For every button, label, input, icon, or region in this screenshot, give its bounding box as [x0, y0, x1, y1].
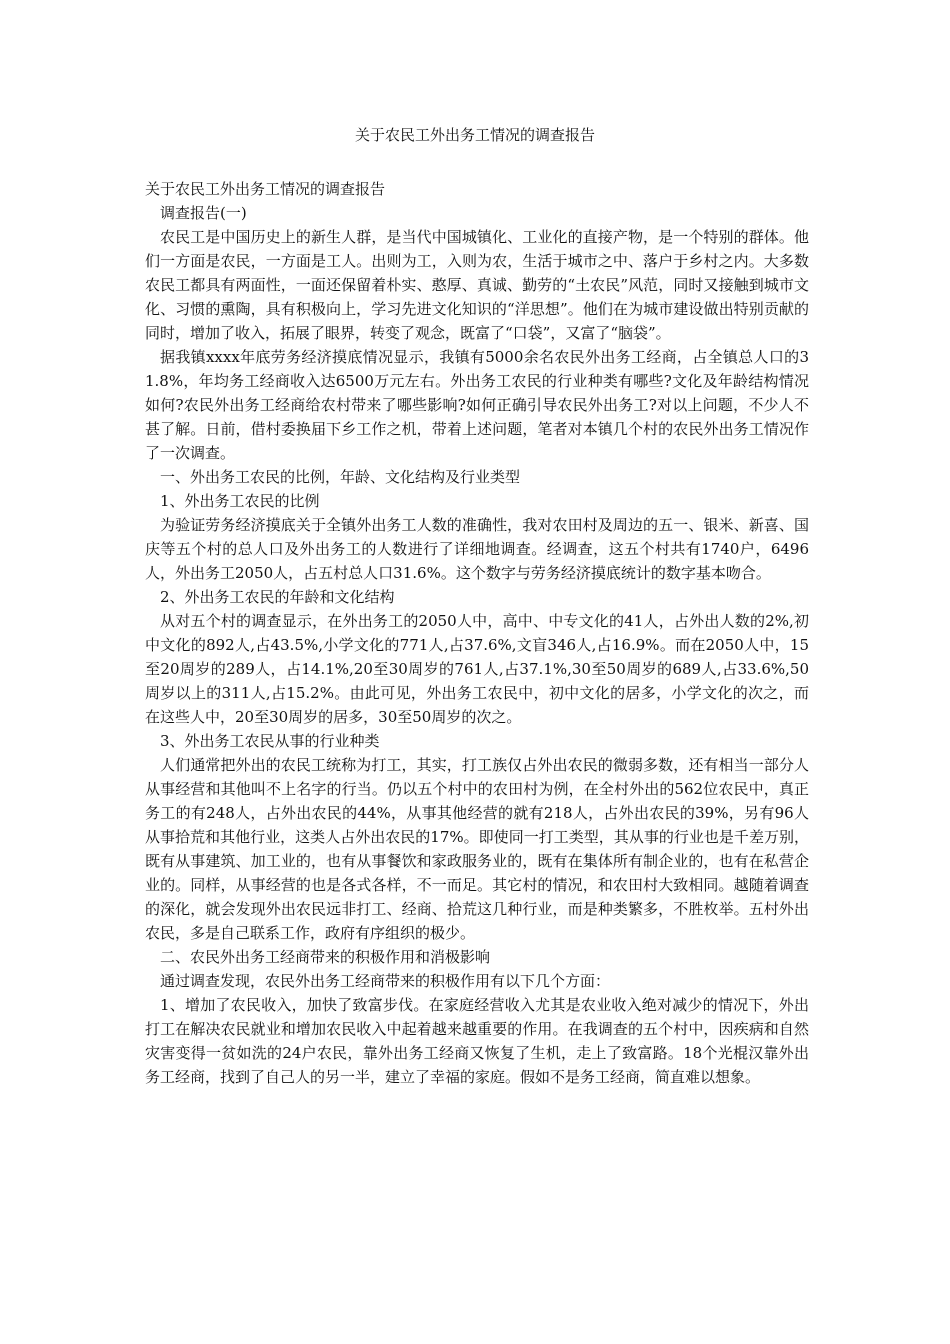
subsection-heading: 2、外出务工农民的年龄和文化结构: [160, 588, 395, 606]
section-heading: 一、外出务工农民的比例，年龄、文化结构及行业类型: [160, 468, 521, 486]
paragraph: 人们通常把外出的农民工统称为打工，其实，打工族仅占外出农民的微弱多数，还有相当一部分人从事经营和其他叫不上名字的行当。仍以五个村中的农田村为例，在全村外出的562位农民中，真正务工的有248人，占外出农民的44%，从事其他经营的就有218人，占外出农民的39%，另有96人从事拾荒和其他行业，这类人占外出农民的17%。即使同一打工类型，其从事的行业也是千差万别，既有从事建筑、加工业的，也有从事餐饮和家政服务业的，既有在集体所有制企业的，也有在私营企业的。同样，从事经营的也是各式各样，不一而足。其它村的情况，和农田村大致相同。越随着调查的深化，就会发现外出农民远非打工、经商、拾荒这几种行业，而是种类繁多，不胜枚举。五村外出农民，多是自己联系工作，政府有序组织的极少。: [145, 756, 809, 942]
body-heading: 关于农民工外出务工情况的调查报告: [145, 180, 386, 198]
paragraph: 通过调查发现，农民外出务工经商带来的积极作用有以下几个方面：: [160, 972, 611, 990]
document-title: 关于农民工外出务工情况的调查报告: [354, 126, 595, 144]
paragraph: 农民工是中国历史上的新生人群，是当代中国城镇化、工业化的直接产物，是一个特别的群体。他们一方面是农民，一方面是工人。出则为工，入则为农，生活于城市之中、落户于乡村之内。大多数农民工都具有两面性，一面还保留着朴实、憨厚、真诚、勤劳的“土农民”风范，同时又接触到城市文化、习惯的熏陶，具有积极向上，学习先进文化知识的“洋思想”。他们在为城市建设做出特别贡献的同时，增加了收入，拓展了眼界，转变了观念，既富了“口袋”，又富了“脑袋”。: [145, 228, 809, 342]
paragraph: 从对五个村的调查显示，在外出务工的2050人中，高中、中专文化的41人，占外出人数的2%,初中文化的892人,占43.5%,小学文化的771人,占37.6%,文盲346人,占16.9%。而在2050人中，15至20周岁的289人，占14.1%,20至30周岁的761人,占37.1%,30至50周岁的689人,占33.6%,50周岁以上的311人,占15.2%。由此可见，外出务工农民中，初中文化的居多，小学文化的次之，而在这些人中，20至30周岁的居多，30至50周岁的次之。: [145, 612, 809, 726]
paragraph: 据我镇xxxx年底劳务经济摸底情况显示，我镇有5000余名农民外出务工经商，占全镇总人口的31.8%，年均务工经商收入达6500万元左右。外出务工农民的行业种类有哪些?文化及年龄结构情况如何?农民外出务工经商给农村带来了哪些影响?如何正确引导农民外出务工?对以上问题，不少人不甚了解。日前，借村委换届下乡工作之机，带着上述问题，笔者对本镇几个村的农民外出务工情况作了一次调查。: [145, 348, 809, 462]
subsection-heading: 1、外出务工农民的比例: [160, 492, 320, 510]
subsection-heading: 3、外出务工农民从事的行业种类: [160, 732, 380, 750]
report-subtitle: 调查报告(一): [160, 204, 247, 222]
section-heading: 二、农民外出务工经商带来的积极作用和消极影响: [160, 948, 491, 966]
document-body: [145, 177, 809, 1089]
paragraph: 1、增加了农民收入，加快了致富步伐。在家庭经营收入尤其是农业收入绝对减少的情况下，外出打工在解决农民就业和增加农民收入中起着越来越重要的作用。在我调查的五个村中，因疾病和自然灾害变得一贫如洗的24户农民，靠外出务工经商又恢复了生机，走上了致富路。18个光棍汉靠外出务工经商，找到了自己人的另一半，建立了幸福的家庭。假如不是务工经商，简直难以想象。: [145, 996, 809, 1086]
paragraph: 为验证劳务经济摸底关于全镇外出务工人数的准确性，我对农田村及周边的五一、银米、新喜、国庆等五个村的总人口及外出务工的人数进行了详细地调查。经调查，这五个村共有1740户，6496人，外出务工2050人，占五村总人口31.6%。这个数字与劳务经济摸底统计的数字基本吻合。: [145, 516, 809, 582]
